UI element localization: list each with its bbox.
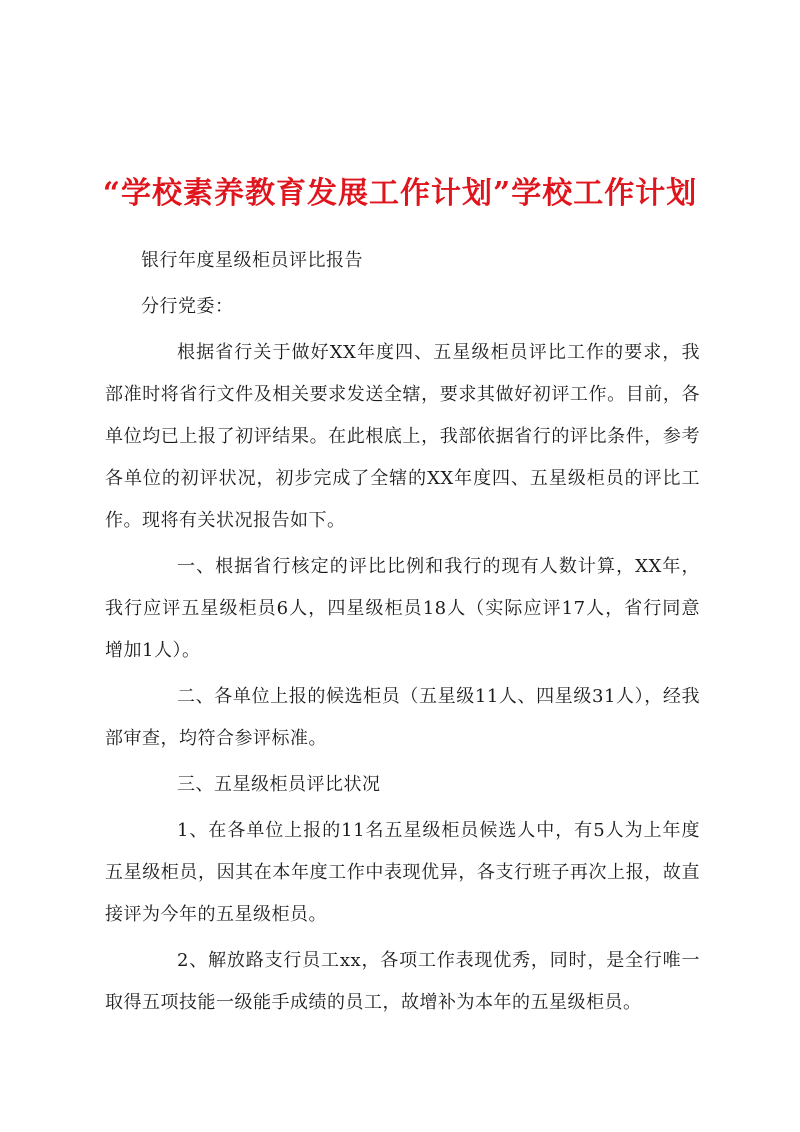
body-paragraph: 2、解放路支行员工xx，各项工作表现优秀，同时，是全行唯一取得五项技能一级能手成绩的员工，故增补为本年的五星级柜员。	[105, 950, 700, 1013]
body-paragraph: 根据省行关于做好XX年度四、五星级柜员评比工作的要求，我部准时将省行文件及相关要求发送全辖，要求其做好初评工作。目前，各单位均已上报了初评结果。在此根底上，我部依据省行的评比条件，参考各单位的初评状况，初步完成了全辖的XX年度四、五星级柜员的评比工作。现将有关状况报告如下。	[105, 342, 700, 531]
body-paragraph: 1、在各单位上报的11名五星级柜员候选人中，有5人为上年度五星级柜员，因其在本年度工作中表现优异，各支行班子再次上报，故直接评为今年的五星级柜员。	[105, 820, 700, 925]
body-paragraph: 二、各单位上报的候选柜员（五星级11人、四星级31人），经我部审查，均符合参评标准。	[105, 686, 700, 749]
document-body	[105, 240, 700, 1024]
document-title: “学校素养教育发展工作计划”学校工作计划	[102, 176, 698, 211]
section-heading: 三、五星级柜员评比状况	[177, 774, 381, 795]
body-paragraph: 一、根据省行核定的评比比例和我行的现有人数计算，XX年，我行应评五星级柜员6人，四星级柜员18人（实际应评17人，省行同意增加1人）。	[105, 556, 700, 661]
report-heading: 银行年度星级柜员评比报告	[141, 250, 363, 271]
salutation: 分行党委：	[141, 296, 234, 317]
